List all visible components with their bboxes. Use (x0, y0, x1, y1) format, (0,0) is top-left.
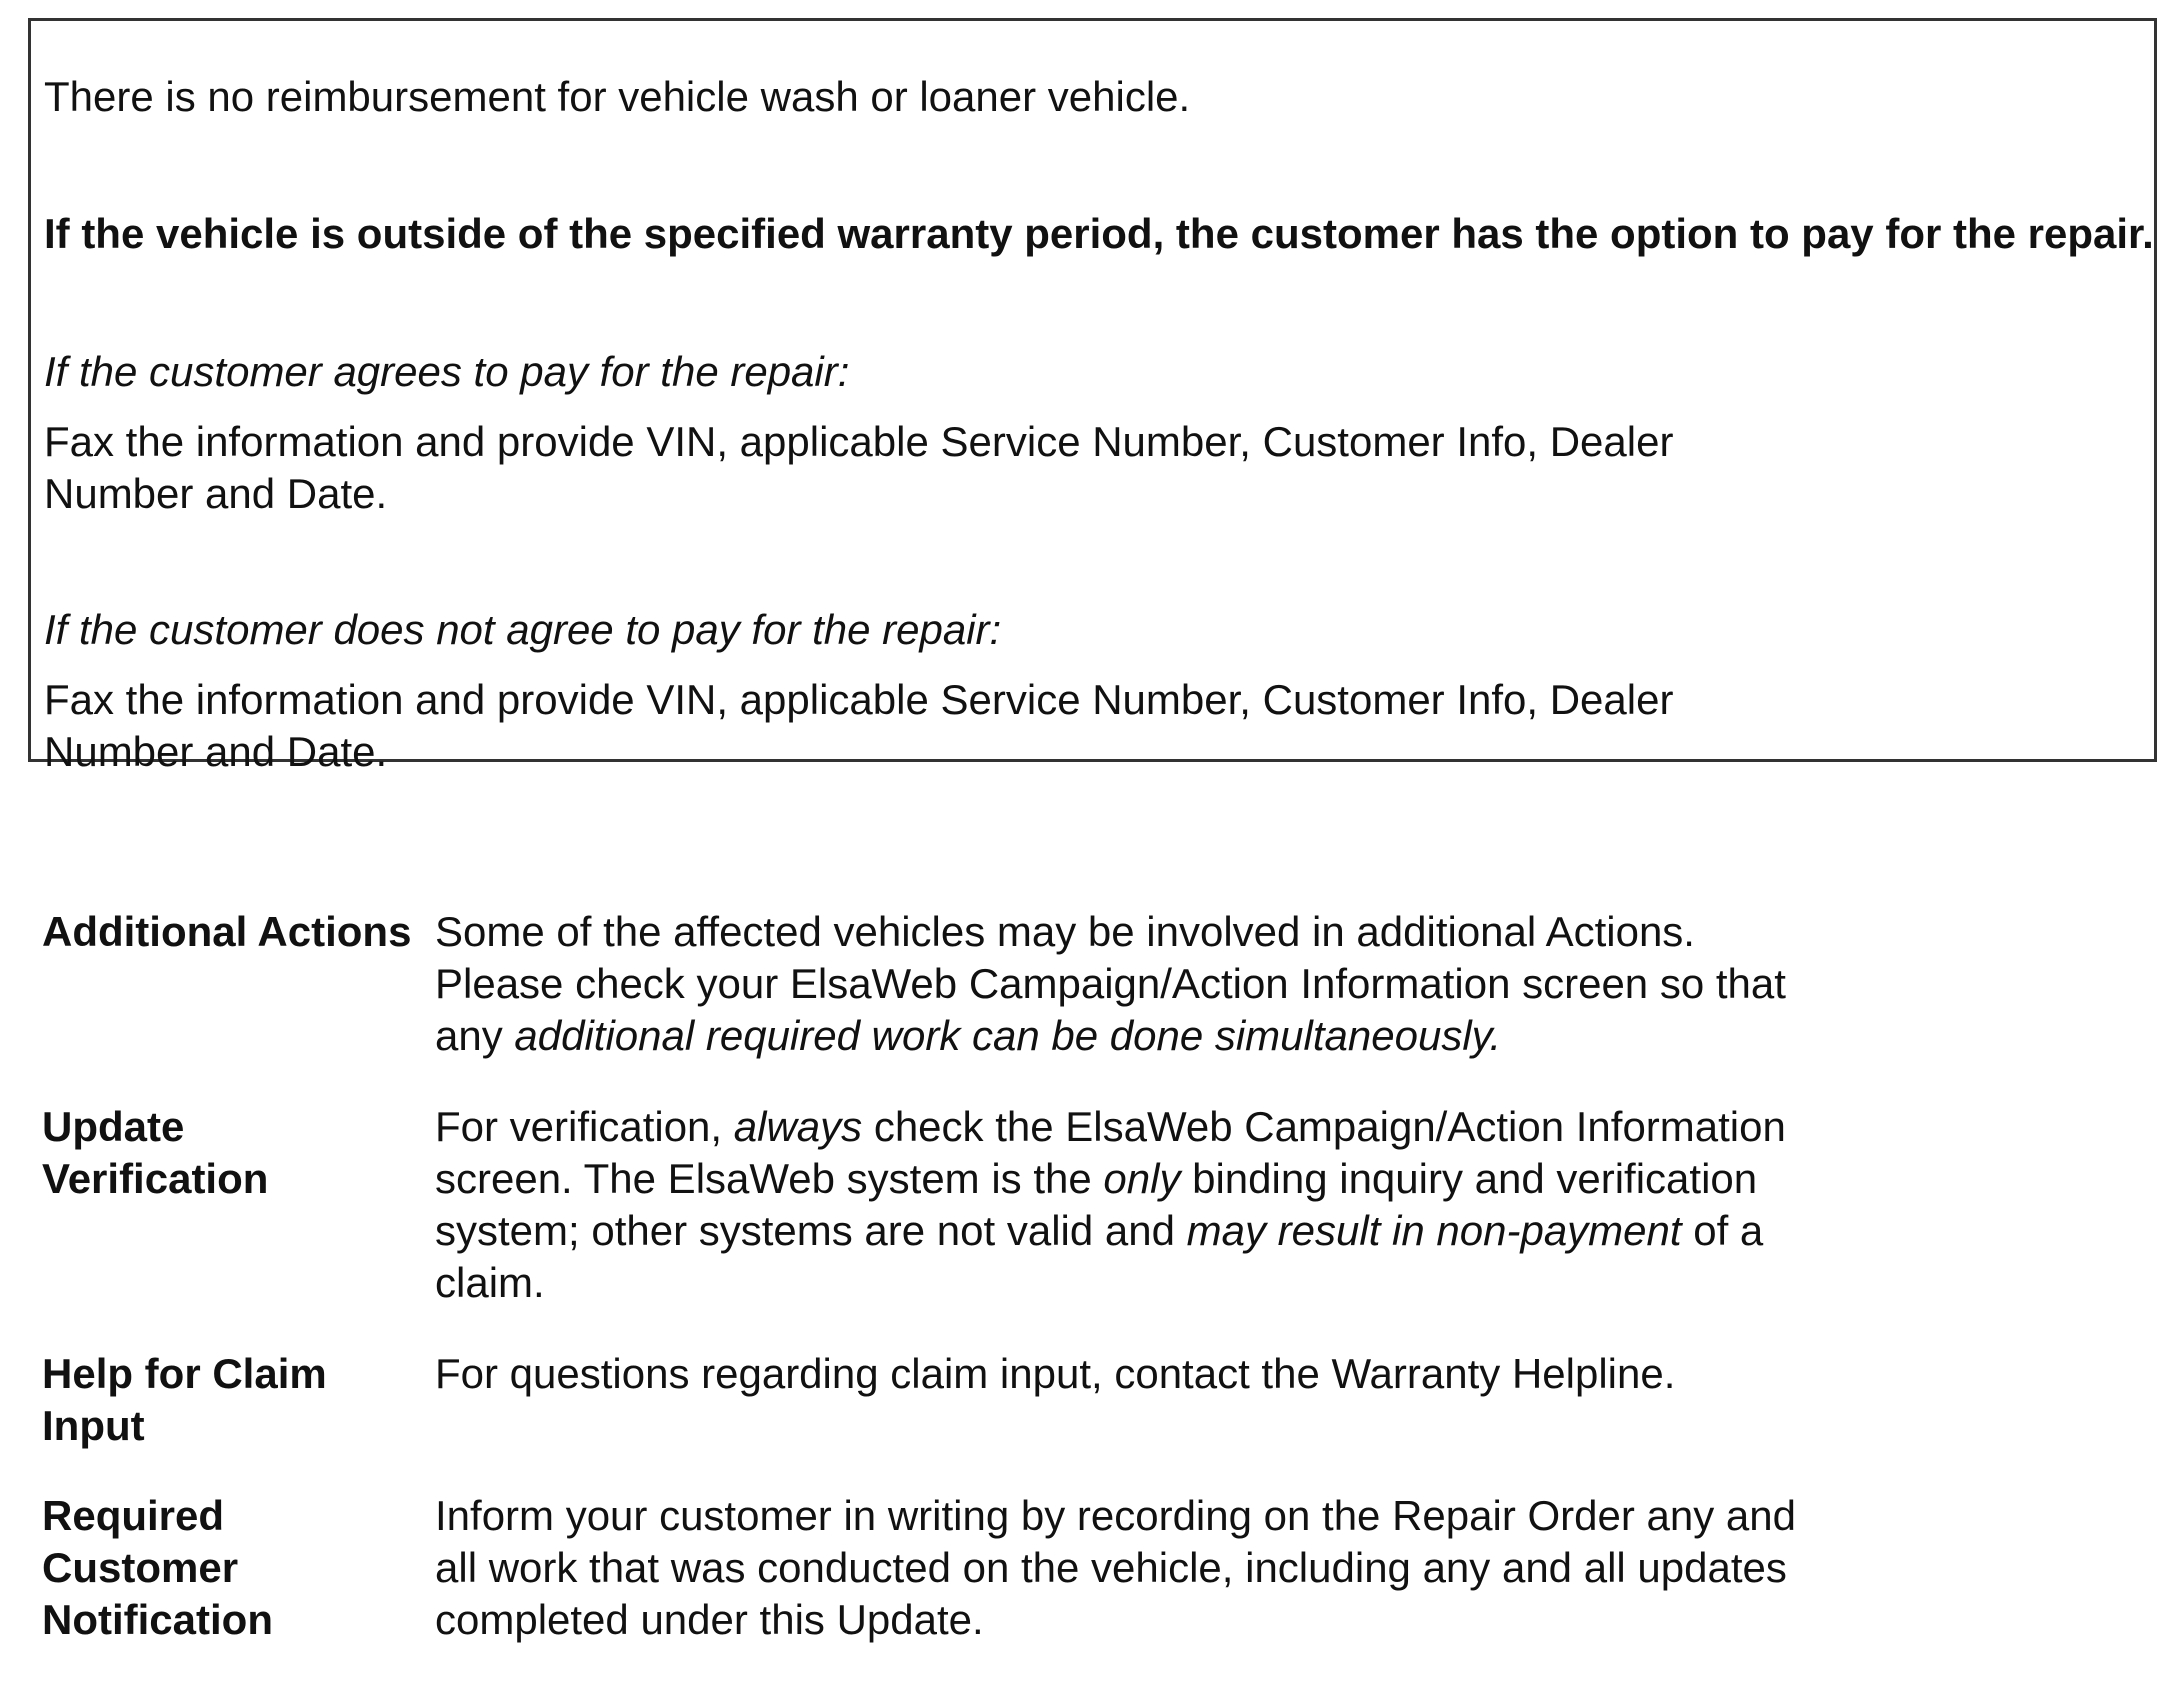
agrees-instruction-line-2: Number and Date. (44, 470, 388, 517)
outside-warranty-text: If the vehicle is outside of the specified warranty period, the customer has the option to pay for the repair. (44, 210, 2154, 257)
not-agree-heading: If the customer does not agree to pay for the repair: (44, 606, 1002, 653)
required-notification-label: Required Customer Notification (42, 1492, 273, 1643)
agrees-instruction-line-1: Fax the information and provide VIN, applicable Service Number, Customer Info, Dealer (44, 418, 1674, 465)
required-notification-body: Inform your customer in writing by recording on the Repair Order any and all work that was conducted on the vehicle, including any and all updates completed under this Update. (435, 1492, 1796, 1643)
additional-actions-body: Some of the affected vehicles may be involved in additional Actions. Please check your ElsaWeb Campaign/Action Information screen so that any additional required work can be done simultaneously. (435, 908, 1786, 1059)
warranty-notice-box (28, 18, 2157, 775)
update-verification-body: For verification, always check the ElsaWeb Campaign/Action Information screen. The ElsaWeb system is the only binding inquiry and verification system; other systems are not valid and may result in non-payment of a claim. (435, 1103, 1786, 1306)
help-claim-label: Help for Claim Input (42, 1350, 327, 1449)
not-agree-instruction-line-1: Fax the information and provide VIN, applicable Service Number, Customer Info, Dealer (44, 676, 1674, 723)
no-reimbursement-text: There is no reimbursement for vehicle wash or loaner vehicle. (44, 73, 1191, 120)
agrees-heading: If the customer agrees to pay for the repair: (44, 348, 850, 395)
help-claim-body: For questions regarding claim input, contact the Warranty Helpline. (435, 1350, 1676, 1397)
not-agree-instruction-line-2: Number and Date. (44, 728, 388, 775)
update-verification-label: Update Verification (42, 1103, 269, 1202)
additional-actions-label: Additional Actions (42, 908, 412, 955)
